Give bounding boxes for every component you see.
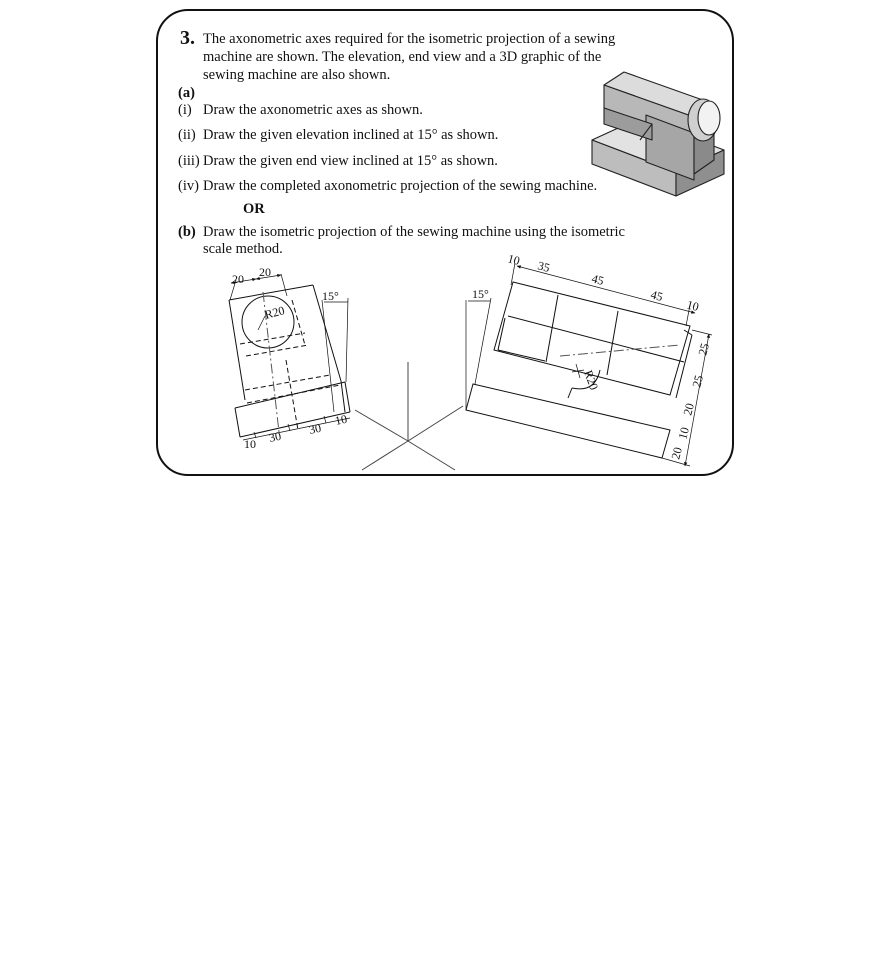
- elevation-radius: R20: [581, 368, 602, 392]
- part-a-label: (a): [178, 85, 195, 101]
- elevation-top-dim-1: 10: [506, 251, 522, 269]
- elevation-right-dim-3: 20: [680, 401, 698, 417]
- elevation-right-dim-2: 25: [689, 373, 707, 389]
- end-view-bottom-dim-4: 10: [333, 411, 349, 428]
- item-i-num: (i): [178, 102, 192, 118]
- item-iii-text: Draw the given end view inclined at 15° as shown.: [203, 153, 498, 169]
- item-ii-num: (ii): [178, 127, 196, 143]
- item-iv-text: Draw the completed axonometric projection of the sewing machine.: [203, 178, 598, 194]
- part-b-label: (b): [178, 224, 196, 240]
- axonometric-axes: [355, 362, 463, 470]
- intro-line-3: sewing machine are also shown.: [203, 67, 391, 83]
- elevation-top-dim-5: 10: [685, 297, 701, 315]
- elevation-right-dim-4: 10: [675, 425, 693, 441]
- intro-line-1: The axonometric axes required for the isometric projection of a sewing: [203, 31, 616, 47]
- end-view-radius: R20: [263, 303, 287, 322]
- end-view-labels: [232, 265, 348, 451]
- elevation-labels: [472, 251, 712, 460]
- item-i-text: Draw the axonometric axes as shown.: [203, 102, 423, 118]
- elevation-right-dim-5: 20: [668, 445, 686, 461]
- item-iv-num: (iv): [178, 178, 199, 194]
- item-iii-num: (iii): [178, 153, 200, 169]
- elevation-angle: 15°: [472, 287, 489, 301]
- intro-line-2: machine are shown. The elevation, end view and a 3D graphic of the: [203, 49, 602, 65]
- elevation-right-dim-1: 25: [695, 341, 713, 357]
- or-label: OR: [243, 201, 265, 217]
- question-number: 3.: [180, 27, 195, 49]
- item-ii-text: Draw the given elevation inclined at 15° as shown.: [203, 127, 499, 143]
- elevation-top-dim-4: 45: [649, 287, 665, 305]
- elevation-top-dim-3: 45: [590, 271, 606, 289]
- end-view-top-dim-2: 20: [259, 265, 271, 279]
- part-b-line-2: scale method.: [203, 241, 283, 257]
- end-view-bottom-dim-3: 30: [307, 420, 323, 437]
- end-view-top-dim-1: 20: [232, 272, 244, 286]
- elevation-top-dim-2: 35: [536, 258, 552, 276]
- sewing-machine-graphic: [592, 72, 724, 196]
- end-view-bottom-dim-2: 30: [267, 428, 283, 445]
- end-view-bottom-dim-1: 10: [244, 437, 256, 451]
- part-b-line-1: Draw the isometric projection of the sewing machine using the isometric: [203, 224, 625, 240]
- end-view-angle: 15°: [322, 289, 339, 303]
